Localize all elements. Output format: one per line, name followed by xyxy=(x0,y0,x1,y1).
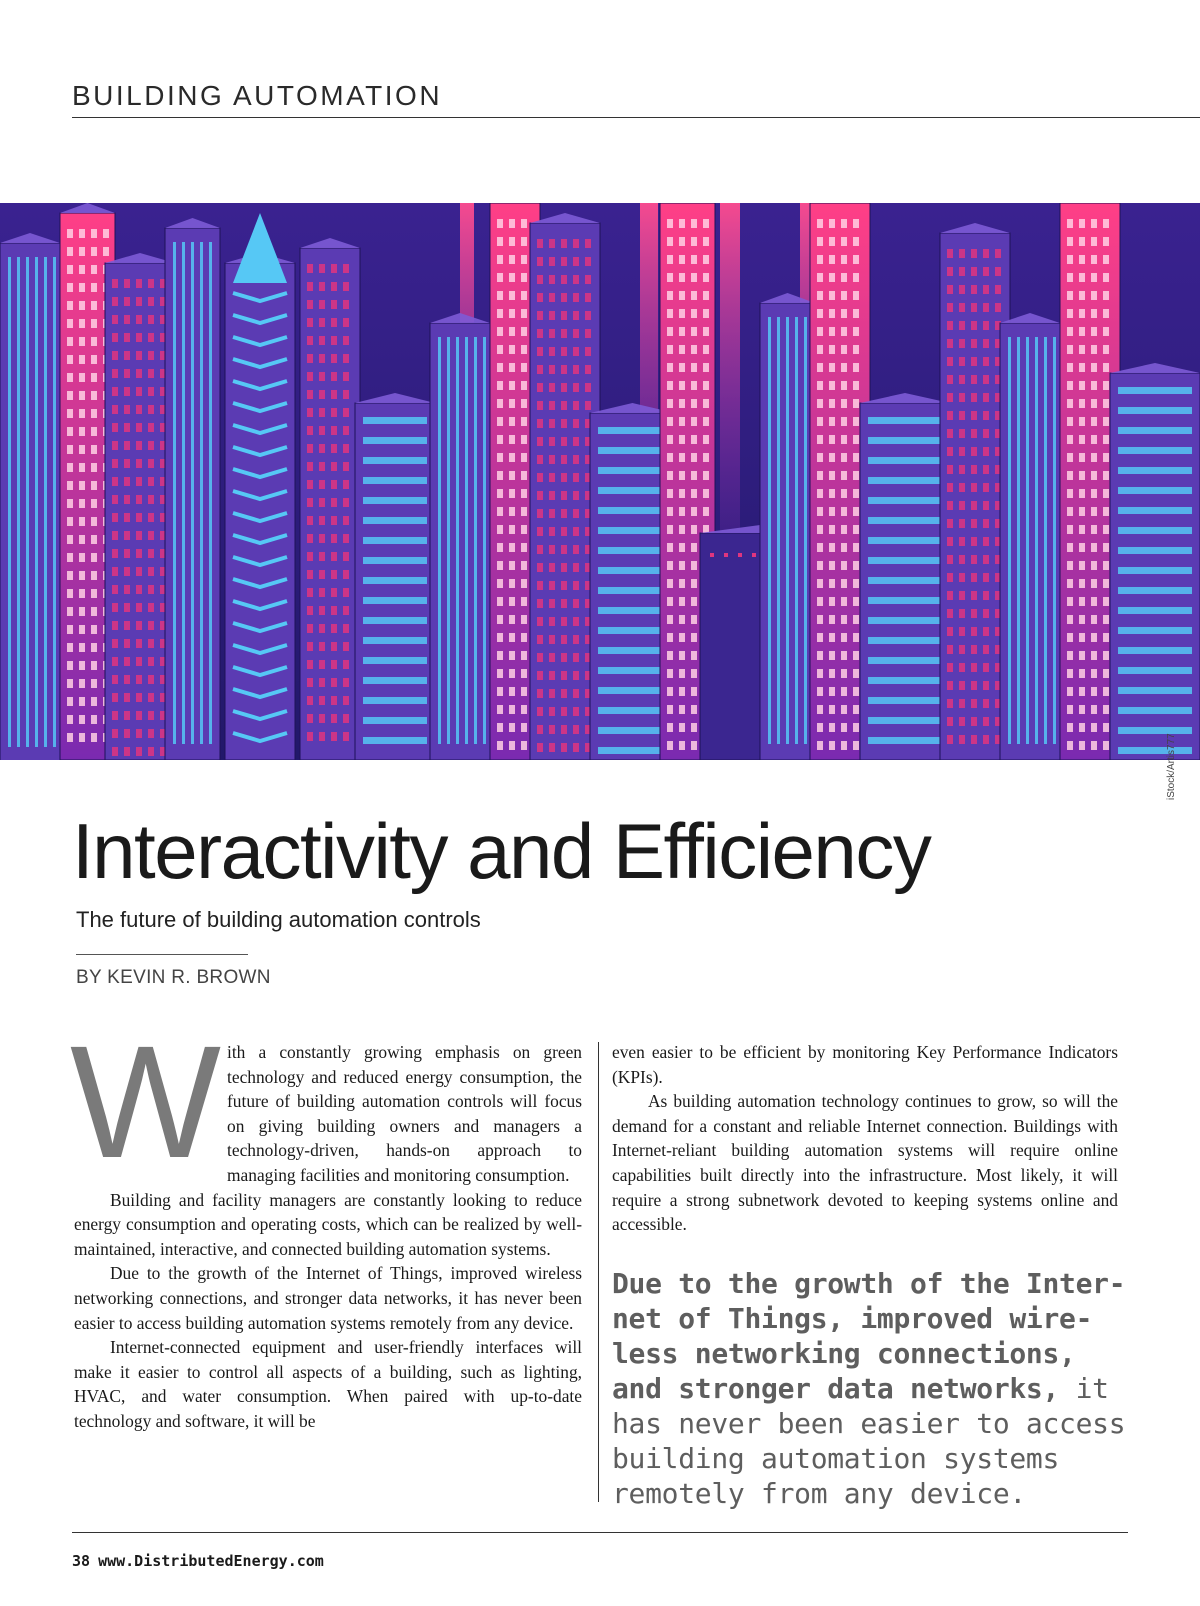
pull-quote xyxy=(612,1266,1132,1511)
footer xyxy=(72,1552,324,1570)
paragraph-4: Internet-connected equipment and user-friendly interfaces will make it easier to control all aspects of a building, such as lighting, HVAC, and water consumption. When paired with up-to-date technology and software, it will be xyxy=(74,1337,582,1431)
drop-cap: W xyxy=(70,1012,222,1191)
header-rule xyxy=(72,117,1200,118)
paragraph-6: As building automation technology continues to grow, so will the demand for a constant and reliable Internet connection. Buildings with Internet-reliant building automation systems will require online capabilities built directly into the infrastructure. Most likely, it will require a strong subnetwork devoted to keeping systems online and accessible. xyxy=(612,1091,1118,1235)
city-skyline-image xyxy=(0,203,1200,760)
website-link[interactable]: www.DistributedEnergy.com xyxy=(98,1552,324,1570)
right-column xyxy=(612,1040,1118,1237)
paragraph-3: Due to the growth of the Internet of Things, improved wireless networking connections, and stronger data networks, it has never been easier to access building automation systems remotely from any device. xyxy=(74,1263,582,1333)
page-number: 38 xyxy=(72,1552,91,1570)
image-credit: iStock/Artis777 xyxy=(1166,733,1177,800)
pull-quote-regular: it has never been easier to access building automation systems remotely from any device. xyxy=(612,1372,1126,1510)
column-divider xyxy=(598,1042,599,1502)
paragraph-2: Building and facility managers are constantly looking to reduce energy consumption and operating costs, which can be realized by well-maintained, interactive, and connected building automation systems. xyxy=(74,1189,582,1259)
byline: BY KEVIN R. BROWN xyxy=(76,967,271,988)
paragraph-5: even easier to be efficient by monitoring Key Performance Indicators (KPIs). xyxy=(612,1042,1118,1087)
footer-rule xyxy=(72,1532,1128,1533)
article-title: Interactivity and Efficiency xyxy=(72,807,931,895)
left-column xyxy=(70,1012,582,1434)
article-subtitle: The future of building automation controls xyxy=(76,907,481,932)
hero-illustration xyxy=(0,203,1200,760)
pull-quote-bold: Due to the growth of the Internet of Things, improved wireless networking connections, and stronger data networks, xyxy=(612,1267,1126,1405)
byline-rule xyxy=(76,954,248,955)
paragraph-1: ith a constantly growing emphasis on green technology and reduced energy consumption, the future of building automation controls will focus on giving building owners and managers a technology-driven, hands-on approach to managing facilities and monitoring consumption. xyxy=(227,1042,582,1185)
section-header: BUILDING AUTOMATION xyxy=(72,80,443,111)
